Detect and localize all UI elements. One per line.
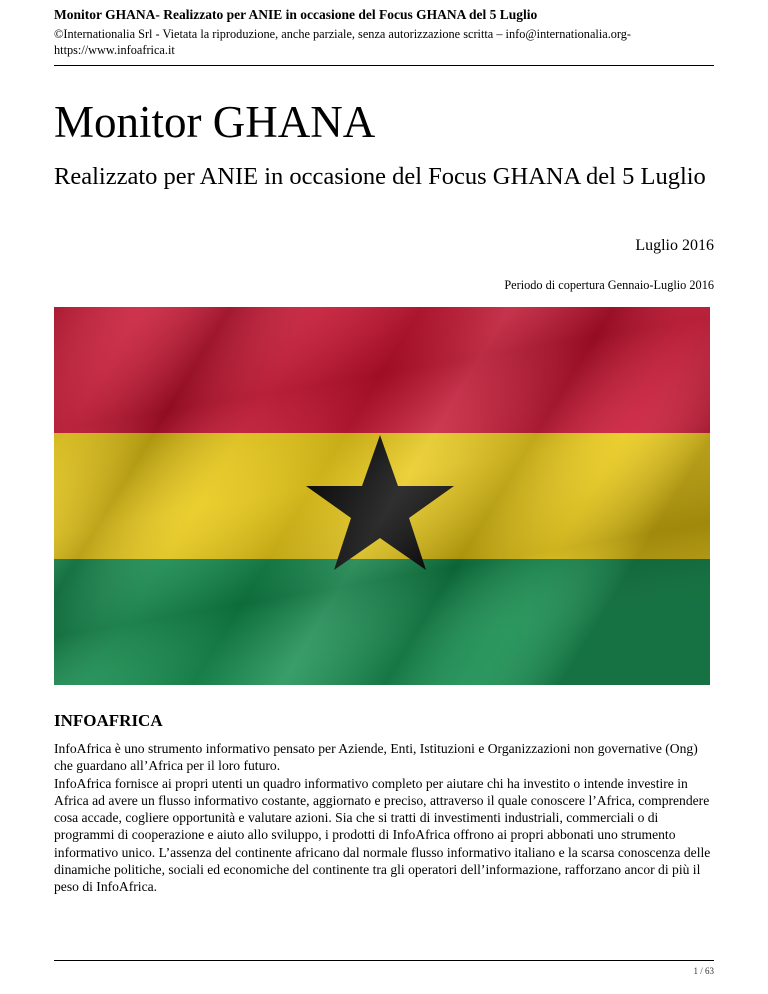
header-divider	[54, 65, 714, 66]
running-header-copyright: ©Internationalia Srl - Vietata la riproduzione, anche parziale, senza autorizzazione scritta – info@internationalia.org- https://www.infoafrica.it	[54, 27, 632, 57]
section-paragraph-main: InfoAfrica fornisce ai propri utenti un quadro informativo completo per aiutare chi ha investito o intende investire in Africa ad avere un flusso informativo costante, aggiornato e preciso, attraverso il quale conoscere l’Africa, comprendere cosa accade, cogliere opportunità e valutare azioni. Sia che si tratti di investimenti industriali, commerciali o di programmi di cooperazione e aiuto allo sviluppo, i prodotti di InfoAfrica offrono ai propri abbonati uno strumento informativo unico. L’assenza del continente africano dal normale flusso informativo italiano e la scarsa conoscenza delle dinamiche politiche, sociali ed economiche del continente tra gli operatori dell’informazione, rafforzano ancor di più il peso di InfoAfrica.	[54, 775, 711, 895]
ghana-flag-image	[54, 307, 710, 685]
document-date: Luglio 2016	[635, 237, 714, 254]
section-body	[54, 740, 714, 896]
section-paragraph-intro: InfoAfrica è uno strumento informativo pensato per Aziende, Enti, Istituzioni e Organizzazioni non governative (Ong) che guardano all’Africa per il loro futuro.	[54, 741, 698, 774]
running-header-title: Monitor GHANA- Realizzato per ANIE in occasione del Focus GHANA del 5 Luglio	[54, 7, 538, 22]
coverage-period: Periodo di copertura Gennaio-Luglio 2016	[504, 278, 714, 292]
document-title: Monitor GHANA	[54, 97, 376, 147]
document-subtitle: Realizzato per ANIE in occasione del Focus GHANA del 5 Luglio	[54, 163, 706, 190]
footer-divider	[54, 960, 714, 961]
section-heading: INFOAFRICA	[54, 711, 163, 730]
page-number: 1 / 63	[693, 966, 714, 976]
